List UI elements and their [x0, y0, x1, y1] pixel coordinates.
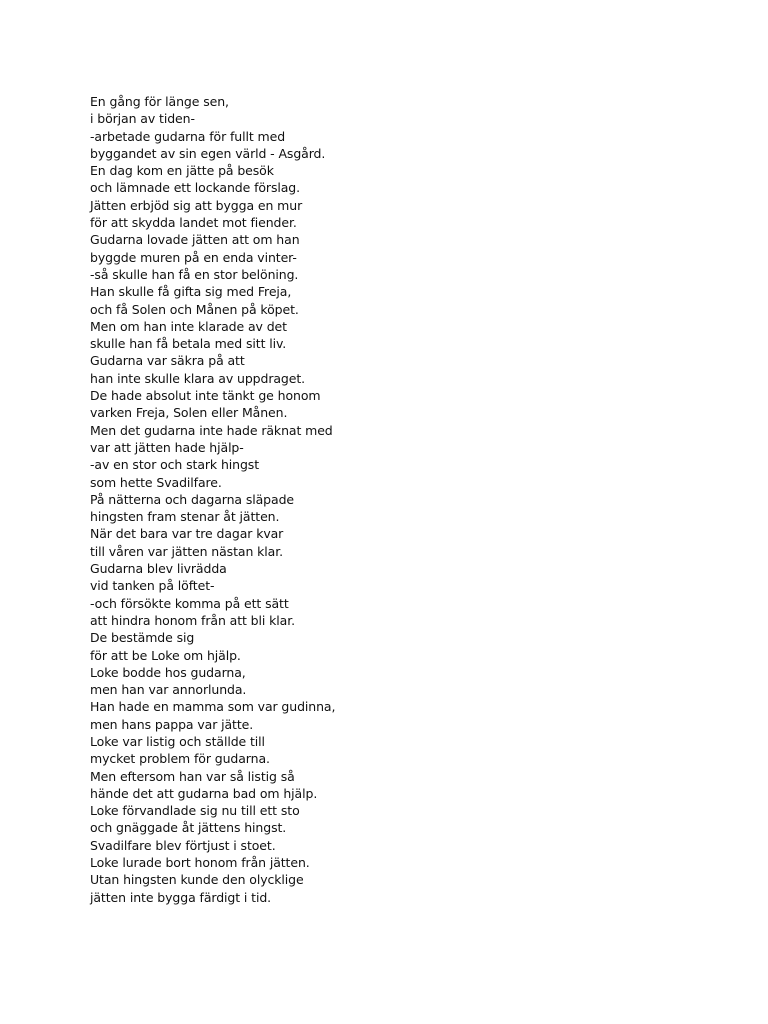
poem-line: Jätten erbjöd sig att bygga en mur: [90, 197, 303, 213]
poem-line: han inte skulle klara av uppdraget.: [90, 370, 306, 386]
poem-line: och lämnade ett lockande förslag.: [90, 180, 301, 196]
poem-line: hingsten fram stenar åt jätten.: [90, 509, 280, 525]
poem-line: -så skulle han få en stor belöning.: [90, 266, 299, 282]
poem-line: och få Solen och Månen på köpet.: [90, 301, 299, 317]
poem-line: Loke bodde hos gudarna,: [90, 664, 246, 680]
poem-line: När det bara var tre dagar kvar: [90, 526, 284, 542]
poem-line: En gång för länge sen,: [90, 94, 229, 109]
poem-line: skulle han få betala med sitt liv.: [90, 336, 287, 352]
poem-line: -och försökte komma på ett sätt: [90, 595, 289, 611]
poem-text: [90, 93, 335, 906]
poem-line: Svadilfare blev förtjust i stoet.: [90, 837, 276, 853]
poem-line: De bestämde sig: [90, 630, 195, 646]
poem-line: till våren var jätten nästan klar.: [90, 543, 283, 559]
poem-line: men hans pappa var jätte.: [90, 716, 254, 732]
poem-line: -av en stor och stark hingst: [90, 457, 260, 473]
poem-line: Loke lurade bort honom från jätten.: [90, 855, 310, 871]
poem-line: vid tanken på löftet-: [90, 578, 215, 594]
poem-line: att hindra honom från att bli klar.: [90, 612, 295, 628]
poem-line: i början av tiden-: [90, 111, 195, 127]
poem-line: för att be Loke om hjälp.: [90, 647, 241, 663]
poem-line: Utan hingsten kunde den olycklige: [90, 872, 304, 888]
poem-line: Gudarna var säkra på att: [90, 353, 245, 369]
poem-line: Loke förvandlade sig nu till ett sto: [90, 803, 300, 819]
poem-line: Gudarna blev livrädda: [90, 561, 227, 577]
poem-line: för att skydda landet mot fiender.: [90, 215, 297, 231]
poem-line: som hette Svadilfare.: [90, 474, 222, 490]
poem-line: Han skulle få gifta sig med Freja,: [90, 284, 292, 300]
poem-line: Loke var listig och ställde till: [90, 733, 265, 749]
poem-line: Men eftersom han var så listig så: [90, 768, 295, 784]
poem-line: Men det gudarna inte hade räknat med: [90, 422, 333, 438]
poem-line: En dag kom en jätte på besök: [90, 163, 274, 179]
poem-line: byggandet av sin egen värld - Asgård.: [90, 145, 326, 161]
poem-line: men han var annorlunda.: [90, 682, 247, 698]
poem-line: byggde muren på en enda vinter-: [90, 249, 297, 265]
poem-line: De hade absolut inte tänkt ge honom: [90, 388, 321, 404]
poem-line: varken Freja, Solen eller Månen.: [90, 405, 288, 421]
poem-line: Gudarna lovade jätten att om han: [90, 232, 300, 248]
poem-line: Han hade en mamma som var gudinna,: [90, 699, 336, 715]
poem-line: och gnäggade åt jättens hingst.: [90, 820, 287, 836]
poem-line: hände det att gudarna bad om hjälp.: [90, 785, 318, 801]
poem-line: -arbetade gudarna för fullt med: [90, 128, 286, 144]
poem-line: mycket problem för gudarna.: [90, 751, 270, 767]
poem-line: var att jätten hade hjälp-: [90, 439, 244, 455]
poem-line: jätten inte bygga färdigt i tid.: [90, 889, 272, 905]
poem-line: På nätterna och dagarna släpade: [90, 491, 295, 507]
poem-line: Men om han inte klarade av det: [90, 318, 287, 334]
